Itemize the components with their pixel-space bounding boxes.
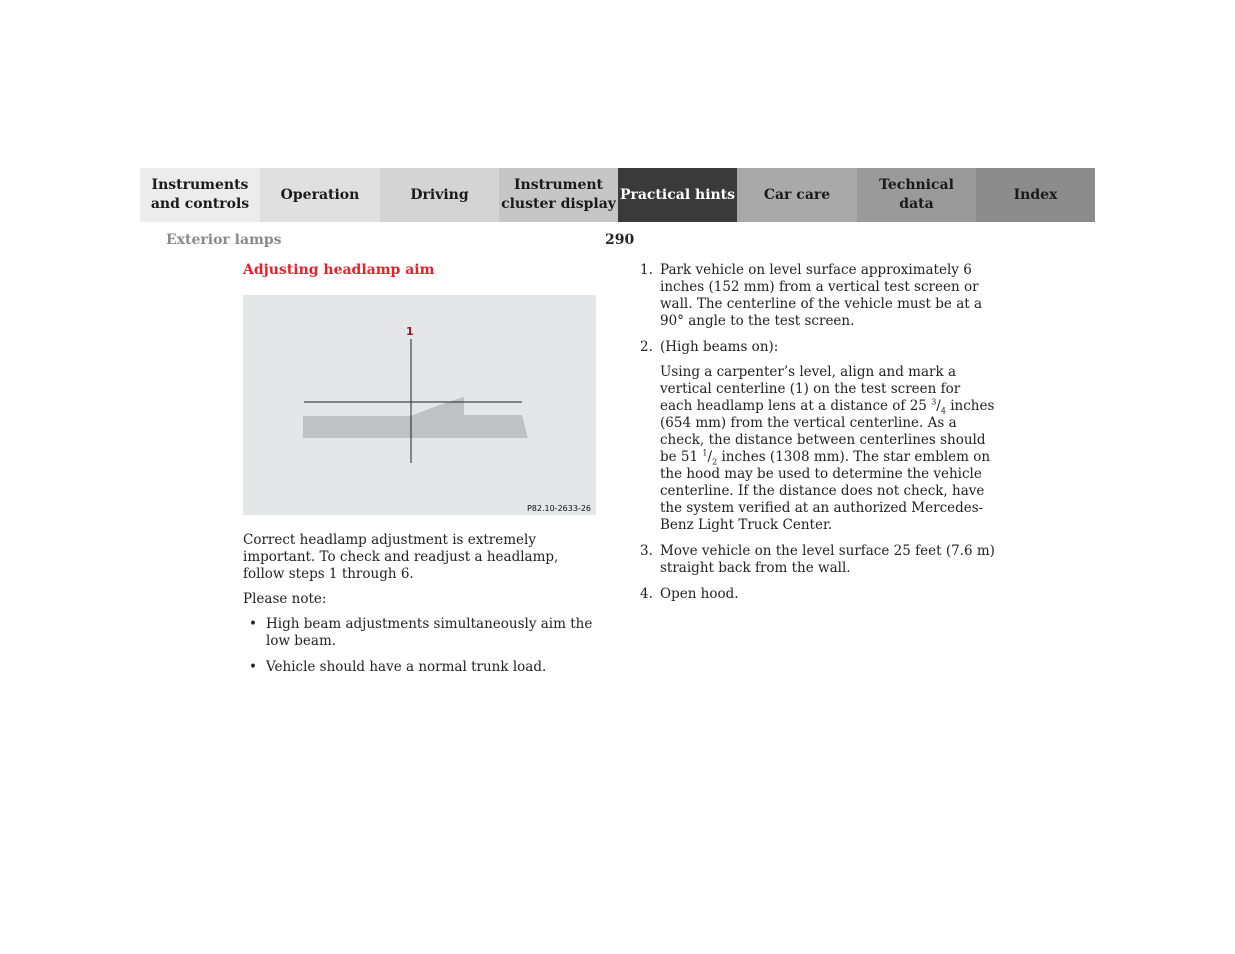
bullet-icon: •: [249, 616, 257, 632]
step-number: 3.: [640, 543, 653, 559]
left-column: [243, 532, 603, 685]
fraction-slash: /: [707, 449, 713, 465]
headlamp-aim-drawing: [243, 295, 596, 515]
step-title: (High beams on):: [660, 339, 779, 355]
step-text: Open hood.: [660, 586, 739, 602]
step-4: [640, 586, 995, 603]
section-title: Exterior lamps: [166, 232, 282, 248]
step-number: 2.: [640, 339, 653, 355]
tab-practical-hints[interactable]: Practical hints: [618, 168, 737, 222]
step-number: 4.: [640, 586, 653, 602]
tab-driving[interactable]: Driving: [380, 168, 499, 222]
tab-operation[interactable]: Operation: [260, 168, 380, 222]
fraction-slash: /: [936, 398, 941, 414]
tab-car-care[interactable]: Car care: [737, 168, 857, 222]
note-list: [243, 616, 603, 676]
right-column: [640, 262, 995, 612]
tab-technical-data[interactable]: Technical data: [857, 168, 976, 222]
figure-code: P82.10-2633-26: [526, 504, 591, 513]
list-item: [243, 616, 603, 650]
step-text-part: inches (1308 mm). The star emblem on the hood may be used to determine the vehicle centerline. If the distance does not check, have the system verified at an authorized Mercedes-Benz Light Truck Center.: [660, 449, 991, 533]
chapter-nav: [140, 168, 1095, 222]
note-label: Please note:: [243, 591, 327, 607]
step-text-part: inches (654 mm) from the vertical centerline. As a check, the distance between centerlines should be 51: [660, 398, 995, 465]
intro-text: Correct headlamp adjustment is extremely important. To check and readjust a headlamp, follow steps 1 through 6.: [243, 532, 559, 582]
headlamp-aim-diagram: [243, 295, 596, 515]
step-text: [660, 364, 995, 534]
figure-callout-1: 1: [406, 325, 414, 338]
list-item-text: Vehicle should have a normal trunk load.: [266, 659, 547, 675]
section-heading: Adjusting headlamp aim: [243, 262, 435, 278]
fraction-denominator: 2: [712, 457, 718, 467]
step-number: 1.: [640, 262, 653, 278]
page-number: 290: [605, 232, 635, 248]
list-item-text: High beam adjustments simultaneously aim the low beam.: [266, 616, 593, 649]
fraction-numerator: 1: [702, 448, 708, 458]
step-text-part: Using a carpenter’s level, align and mark a vertical centerline (1) on the test screen for each headlamp lens at a distance of 25: [660, 364, 961, 414]
tab-instrument-cluster-display[interactable]: Instrument cluster display: [499, 168, 618, 222]
list-item: [243, 659, 603, 676]
step-2: [640, 339, 995, 534]
tab-index[interactable]: Index: [976, 168, 1095, 222]
step-text: Move vehicle on the level surface 25 feet (7.6 m) straight back from the wall.: [660, 543, 995, 576]
step-1: [640, 262, 995, 330]
light-pattern-shape: [303, 397, 528, 438]
bullet-icon: •: [249, 659, 257, 675]
step-text: Park vehicle on level surface approximately 6 inches (152 mm) from a vertical test screen or wall. The centerline of the vehicle must be at a 90° angle to the test screen.: [660, 262, 983, 329]
step-3: [640, 543, 995, 577]
tab-instruments-and-controls[interactable]: Instruments and controls: [140, 168, 260, 222]
fraction-denominator: 4: [940, 406, 946, 416]
fraction-numerator: 3: [931, 397, 937, 407]
